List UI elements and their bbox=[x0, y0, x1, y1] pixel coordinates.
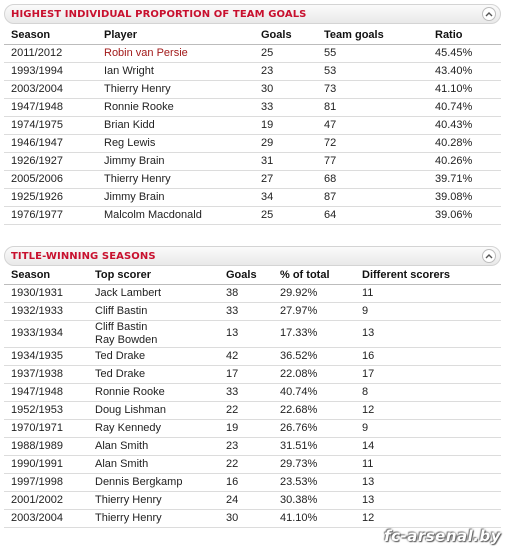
table-cell: 11 bbox=[355, 284, 501, 302]
table-row bbox=[4, 437, 501, 455]
table-row bbox=[4, 383, 501, 401]
table-cell: 25 bbox=[254, 206, 317, 224]
table-row bbox=[4, 284, 501, 302]
table-row bbox=[4, 206, 501, 224]
table-cell: 27.97% bbox=[273, 302, 355, 320]
collapse-button[interactable] bbox=[482, 249, 496, 263]
table-cell: 2005/2006 bbox=[4, 170, 97, 188]
table-cell: 36.52% bbox=[273, 347, 355, 365]
table-cell: 64 bbox=[317, 206, 428, 224]
table-cell: 22.08% bbox=[273, 365, 355, 383]
table-cell: 45.45% bbox=[428, 44, 501, 62]
table-cell: Malcolm Macdonald bbox=[97, 206, 254, 224]
proportion-header bbox=[4, 4, 501, 24]
table-row bbox=[4, 491, 501, 509]
table-header-row bbox=[4, 26, 501, 44]
title-seasons-section bbox=[4, 246, 501, 528]
table-cell: 1952/1953 bbox=[4, 401, 88, 419]
table-cell: 9 bbox=[355, 302, 501, 320]
table-cell: 29.92% bbox=[273, 284, 355, 302]
column-header: Season bbox=[4, 266, 88, 284]
table-cell: 1933/1934 bbox=[4, 320, 88, 347]
table-cell: 22.68% bbox=[273, 401, 355, 419]
table-cell: 22 bbox=[219, 455, 273, 473]
table-row bbox=[4, 134, 501, 152]
table-cell: 42 bbox=[219, 347, 273, 365]
table-row bbox=[4, 152, 501, 170]
column-header: Team goals bbox=[317, 26, 428, 44]
table-cell: 81 bbox=[317, 98, 428, 116]
table-cell: 2001/2002 bbox=[4, 491, 88, 509]
table-cell: 30.38% bbox=[273, 491, 355, 509]
table-cell: 31.51% bbox=[273, 437, 355, 455]
table-cell: 1993/1994 bbox=[4, 62, 97, 80]
table-cell: Robin van Persie bbox=[97, 44, 254, 62]
table-row bbox=[4, 170, 501, 188]
table-cell: 24 bbox=[219, 491, 273, 509]
column-header: Goals bbox=[219, 266, 273, 284]
table-cell: 26.76% bbox=[273, 419, 355, 437]
table-cell: 29.73% bbox=[273, 455, 355, 473]
title-seasons-title: TITLE-WINNING SEASONS bbox=[11, 250, 156, 262]
column-header: Top scorer bbox=[88, 266, 219, 284]
table-cell: 13 bbox=[355, 320, 501, 347]
table-row bbox=[4, 473, 501, 491]
table-cell: Alan Smith bbox=[88, 455, 219, 473]
table-cell: Jimmy Brain bbox=[97, 152, 254, 170]
table-row bbox=[4, 419, 501, 437]
table-cell: 73 bbox=[317, 80, 428, 98]
table-row bbox=[4, 455, 501, 473]
table-cell: 16 bbox=[355, 347, 501, 365]
table-cell: 19 bbox=[219, 419, 273, 437]
table-cell: 41.10% bbox=[428, 80, 501, 98]
table-row bbox=[4, 509, 501, 527]
column-header: Goals bbox=[254, 26, 317, 44]
table-cell: 41.10% bbox=[273, 509, 355, 527]
table-cell: Ian Wright bbox=[97, 62, 254, 80]
chevron-up-icon bbox=[485, 11, 493, 17]
table-cell: 40.74% bbox=[273, 383, 355, 401]
table-row bbox=[4, 44, 501, 62]
table-cell: 1947/1948 bbox=[4, 383, 88, 401]
table-cell: 22 bbox=[219, 401, 273, 419]
chevron-up-icon bbox=[485, 253, 493, 259]
table-cell: 19 bbox=[254, 116, 317, 134]
table-cell: 40.26% bbox=[428, 152, 501, 170]
table-cell: 25 bbox=[254, 44, 317, 62]
table-cell: 16 bbox=[219, 473, 273, 491]
table-cell: 14 bbox=[355, 437, 501, 455]
table-cell: 13 bbox=[355, 491, 501, 509]
table-cell: 17 bbox=[219, 365, 273, 383]
table-row bbox=[4, 302, 501, 320]
table-cell: 39.08% bbox=[428, 188, 501, 206]
table-cell: Doug Lishman bbox=[88, 401, 219, 419]
table-cell: Alan Smith bbox=[88, 437, 219, 455]
table-row bbox=[4, 347, 501, 365]
table-cell: 72 bbox=[317, 134, 428, 152]
table-cell: 30 bbox=[219, 509, 273, 527]
table-cell: 8 bbox=[355, 383, 501, 401]
table-cell: 68 bbox=[317, 170, 428, 188]
table-cell: 13 bbox=[355, 473, 501, 491]
table-cell: Reg Lewis bbox=[97, 134, 254, 152]
table-cell: 2003/2004 bbox=[4, 509, 88, 527]
table-row bbox=[4, 365, 501, 383]
site-watermark: fc-arsenal.by bbox=[384, 527, 501, 545]
table-cell: Ted Drake bbox=[88, 347, 219, 365]
table-cell: 40.28% bbox=[428, 134, 501, 152]
table-cell: 1937/1938 bbox=[4, 365, 88, 383]
table-cell: Thierry Henry bbox=[88, 491, 219, 509]
table-cell: 31 bbox=[254, 152, 317, 170]
table-cell: Jack Lambert bbox=[88, 284, 219, 302]
table-cell: Cliff Bastin bbox=[88, 302, 219, 320]
title-seasons-header bbox=[4, 246, 501, 266]
table-cell: 30 bbox=[254, 80, 317, 98]
table-row bbox=[4, 116, 501, 134]
table-cell: 39.71% bbox=[428, 170, 501, 188]
table-cell: Thierry Henry bbox=[88, 509, 219, 527]
column-header: Player bbox=[97, 26, 254, 44]
table-cell: 1930/1931 bbox=[4, 284, 88, 302]
table-cell: 1970/1971 bbox=[4, 419, 88, 437]
table-cell: Jimmy Brain bbox=[97, 188, 254, 206]
table-cell: 11 bbox=[355, 455, 501, 473]
table-cell: 13 bbox=[219, 320, 273, 347]
table-cell: 1988/1989 bbox=[4, 437, 88, 455]
table-cell: 1976/1977 bbox=[4, 206, 97, 224]
table-cell: 2011/2012 bbox=[4, 44, 97, 62]
table-cell: 1997/1998 bbox=[4, 473, 88, 491]
table-cell: Cliff Bastin Ray Bowden bbox=[88, 320, 219, 347]
table-cell: 33 bbox=[254, 98, 317, 116]
table-cell: 39.06% bbox=[428, 206, 501, 224]
collapse-button[interactable] bbox=[482, 7, 496, 21]
column-header: Different scorers bbox=[355, 266, 501, 284]
column-header: Ratio bbox=[428, 26, 501, 44]
table-cell: Ted Drake bbox=[88, 365, 219, 383]
table-cell: 40.74% bbox=[428, 98, 501, 116]
table-row bbox=[4, 80, 501, 98]
table-cell: 33 bbox=[219, 302, 273, 320]
proportion-section bbox=[4, 4, 501, 225]
table-cell: 1934/1935 bbox=[4, 347, 88, 365]
table-cell: Brian Kidd bbox=[97, 116, 254, 134]
title-seasons-table bbox=[4, 266, 501, 528]
table-cell: 9 bbox=[355, 419, 501, 437]
table-row bbox=[4, 401, 501, 419]
table-cell: 1947/1948 bbox=[4, 98, 97, 116]
table-cell: 23 bbox=[219, 437, 273, 455]
proportion-title: HIGHEST INDIVIDUAL PROPORTION OF TEAM GOALS bbox=[11, 8, 307, 20]
table-cell: 1990/1991 bbox=[4, 455, 88, 473]
table-cell: 17 bbox=[355, 365, 501, 383]
table-cell: 1925/1926 bbox=[4, 188, 97, 206]
table-cell: 2003/2004 bbox=[4, 80, 97, 98]
table-cell: 1932/1933 bbox=[4, 302, 88, 320]
table-row bbox=[4, 320, 501, 347]
table-cell: 40.43% bbox=[428, 116, 501, 134]
table-cell: 12 bbox=[355, 401, 501, 419]
table-cell: 53 bbox=[317, 62, 428, 80]
table-cell: 17.33% bbox=[273, 320, 355, 347]
column-header: Season bbox=[4, 26, 97, 44]
table-cell: 23.53% bbox=[273, 473, 355, 491]
table-cell: 12 bbox=[355, 509, 501, 527]
table-cell: 29 bbox=[254, 134, 317, 152]
table-cell: Ronnie Rooke bbox=[88, 383, 219, 401]
table-cell: 87 bbox=[317, 188, 428, 206]
table-cell: 55 bbox=[317, 44, 428, 62]
table-cell: Thierry Henry bbox=[97, 80, 254, 98]
table-cell: 77 bbox=[317, 152, 428, 170]
table-cell: 47 bbox=[317, 116, 428, 134]
table-cell: 1926/1927 bbox=[4, 152, 97, 170]
column-header: % of total bbox=[273, 266, 355, 284]
table-cell: Ronnie Rooke bbox=[97, 98, 254, 116]
table-header-row bbox=[4, 266, 501, 284]
table-cell: Ray Kennedy bbox=[88, 419, 219, 437]
table-cell: 1974/1975 bbox=[4, 116, 97, 134]
proportion-table bbox=[4, 26, 501, 225]
table-cell: 33 bbox=[219, 383, 273, 401]
table-cell: 34 bbox=[254, 188, 317, 206]
table-row bbox=[4, 188, 501, 206]
table-cell: 27 bbox=[254, 170, 317, 188]
table-cell: 43.40% bbox=[428, 62, 501, 80]
table-cell: Thierry Henry bbox=[97, 170, 254, 188]
table-row bbox=[4, 62, 501, 80]
table-cell: 1946/1947 bbox=[4, 134, 97, 152]
table-cell: 38 bbox=[219, 284, 273, 302]
table-cell: Dennis Bergkamp bbox=[88, 473, 219, 491]
table-cell: 23 bbox=[254, 62, 317, 80]
table-row bbox=[4, 98, 501, 116]
